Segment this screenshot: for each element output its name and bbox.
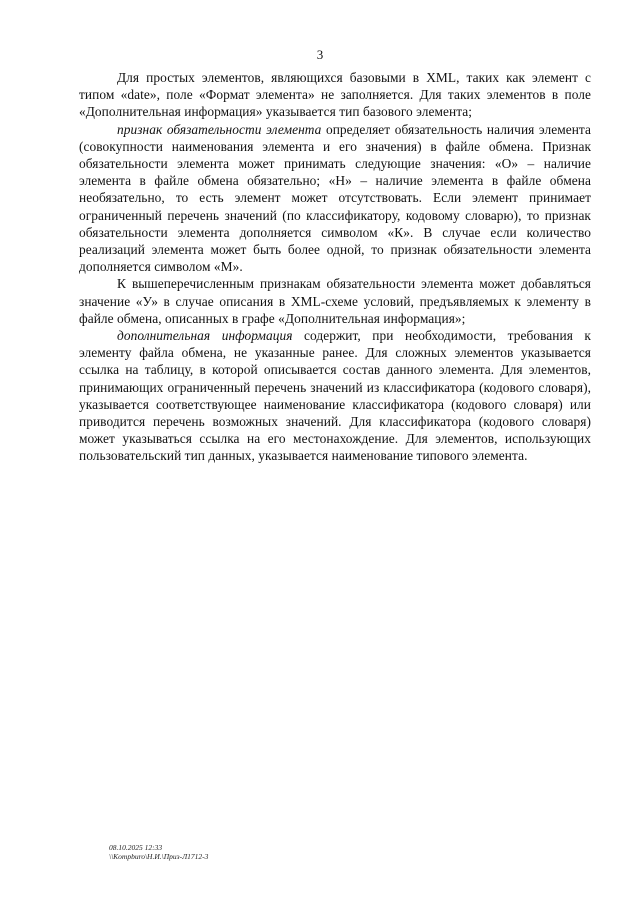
- print-datetime: 08.10.2025 12:33: [109, 843, 163, 852]
- document-body: [79, 69, 591, 465]
- paragraph-additional-info: [79, 327, 591, 465]
- print-footer: [109, 843, 208, 861]
- term-required-flag: признак обязательности элемента: [117, 121, 322, 137]
- page-number: 3: [316, 47, 324, 62]
- paragraph-required-flag-text: определяет обязательность наличия элемента (совокупности наименования элемента и его значения) в файле обмена. Признак обязательности элемента может принимать следующие значения: «О» – наличие элемента в файле обмена обязательно; «Н» – наличие элемента в файле обмена необязательно, то есть элемент может отсутствовать. Если элемент принимает ограниченный перечень значений (по классификатору, кодовому словарю), то признак обязательности элемента дополняется символом «К». В случае если количество реализаций элемента может быть более одной, то признак обязательности элемента дополняется символом «М».: [79, 121, 591, 275]
- term-additional-info: дополнительная информация: [117, 328, 293, 344]
- paragraph-simple-elements: Для простых элементов, являющихся базовыми в XML, таких как элемент с типом «date», поле «Формат элемента» не заполняется. Для таких элементов в поле «Дополнительная информация» указывается тип базового элемента;: [79, 70, 591, 120]
- paragraph-additional-info-text: содержит, при необходимости, требования к элементу файла обмена, не указанные ранее. Для сложных элементов указывается ссылка на таблицу, в которой описывается состав данного элемента. Для элементов, принимающих ограниченный перечень значений из классификатора (кодового словаря), указывается соответствующее наименование классификатора (кодового словаря) или приводится перечень возможных значений. Для классификатора (кодового словаря) может указываться ссылка на его местонахождение. Для элементов, использующих пользовательский тип данных, указывается наименование типового элемента.: [79, 328, 591, 464]
- paragraph-conditional-flag: К вышеперечисленным признакам обязательности элемента может добавляться значение «У» в случае описания в XML-схеме условий, предъявляемых к элементу в файле обмена, описанных в графе «Дополнительная информация»;: [79, 276, 591, 326]
- file-path: \\Kompburo\Н.И.\Приз-Л1712-3: [109, 852, 209, 861]
- paragraph-required-flag: [79, 121, 591, 276]
